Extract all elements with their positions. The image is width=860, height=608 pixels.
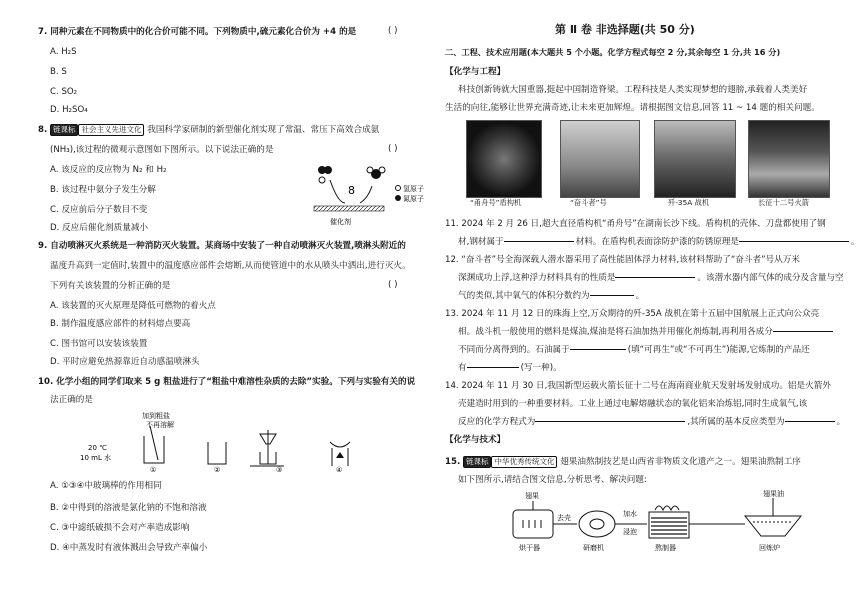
q8-catalyst-diagram: [300, 158, 435, 228]
q13-line1: 13. 2024 年 11 月 12 日的珠海上空,万众期待的歼-35A 战机在第十五届中国航展上正式向公众亮: [445, 309, 820, 319]
q7-option-a: A. H₂S: [50, 47, 77, 57]
q14-line2: 壳建造时用到的一种重要材料。工业上通过电解熔融状态的氧化铝来冶炼铝,同时生成氧气,该: [458, 399, 808, 409]
q11-line2: [458, 236, 860, 248]
fighter-jet-image: [654, 120, 736, 198]
section-title: 第 Ⅱ 卷 非选择题(共 50 分): [555, 23, 695, 36]
q11-text-c: 。: [851, 237, 860, 247]
q13-line4: [458, 362, 562, 374]
q8-option-d: D. 反应后催化剂质量减小: [50, 223, 149, 233]
q9-stem1: 9. 自动喷淋灭火系统是一种消防灭火装置。某商场中安装了一种自动喷淋灭火装置,喷淋头附近的: [38, 241, 406, 251]
q8-badge-topic: 社会主义先进文化: [78, 124, 144, 136]
q14-blank1[interactable]: [535, 421, 685, 422]
q8-number: 8.: [38, 125, 48, 135]
q10-step1: ①: [150, 466, 157, 474]
q10-option-c: C. ③中滤纸破损不会对产率造成影响: [50, 523, 190, 533]
q7-answer-paren: ( ): [388, 26, 398, 36]
q14-line1: 14. 2024 年 11 月 30 日,我国新型运载火箭长征十二号在海南商业航天发射场发射成功。铝是火箭外: [445, 381, 831, 391]
q10-option-d: D. ④中蒸发时有液体溅出会导致产率偏小: [50, 543, 208, 553]
q13-text-e: (写一种)。: [520, 363, 562, 373]
q8-option-c: C. 反应前后分子数目不变: [50, 205, 148, 215]
rocket-image: [748, 120, 830, 198]
q13-text-b: 不同而分离得到的。石油属于: [458, 345, 570, 355]
q10-step3: ③: [276, 466, 283, 474]
q13-line3: [458, 344, 810, 356]
q12-text-b: 。该潜水器内部气体的成分及含量与空: [697, 273, 844, 283]
q13-blank2[interactable]: [570, 349, 626, 350]
flow-oil: 翅果油: [763, 490, 784, 498]
q8-option-a: A. 该反应的反应物为 N₂ 和 H₂: [50, 165, 167, 175]
q8-stem1: 我国科学家研制的新型催化剂实现了常温、常压下高效合成氨: [147, 125, 380, 135]
q13-line2: [458, 326, 835, 338]
q11-blank1[interactable]: [504, 241, 574, 242]
q14-line3: [458, 416, 845, 428]
q11-line1: 11. 2024 年 2 月 26 日,超大直径盾构机“甬舟号”在湖南长沙下线。盾构机的壳体、刀盘都使用了钢: [445, 219, 826, 229]
flow-furnace: 回炼炉: [759, 544, 780, 552]
q11-blank2[interactable]: [739, 241, 849, 242]
q15-text-a: 翅果油熬制技艺是山西省非物质文化遗产之一。翅果油熬制工序: [560, 457, 801, 467]
shield-machine-image: [466, 120, 542, 198]
q13-text-a: 相。战斗机一般使用的燃料是煤油,煤油是将石油加热并用催化剂炼制,再利用各成分: [458, 327, 773, 337]
q7-option-b: B. S: [50, 67, 67, 77]
q12-text-d: 。: [635, 291, 645, 301]
q7-option-d: D. H₂SO₄: [50, 105, 88, 115]
q13-blank1[interactable]: [773, 331, 833, 332]
q10-step4: ④: [336, 466, 343, 474]
flow-peel: 去壳: [557, 514, 571, 522]
q7-stem: 7. 同种元素在不同物质中的化合价可能不同。下列物质中,硫元素化合价为 +4 的是: [38, 27, 357, 37]
tag-chemistry-engineering: 【化学与工程】: [445, 67, 506, 77]
q12-line1: 12. “奋斗者”号全海深载人潜水器采用了高性能固体浮力材料,该材料帮助了“奋斗者”号从万米: [445, 255, 800, 265]
q10-note2: 不再溶解: [146, 421, 174, 429]
caption-fighter-jet: 歼-35A 战机: [668, 198, 710, 207]
part-two-heading: 二、工程、技术应用题(本大题共 5 个小题。化学方程式每空 2 分,其余每空 1 分,共 16 分): [445, 47, 781, 57]
q9-option-a: A. 该装置的灭火原理是降低可燃物的着火点: [50, 301, 216, 311]
q8-stem2: (NH₃),该过程的微观示意图如下图所示。以下说法正确的是: [50, 145, 274, 155]
flow-water: 加水: [623, 510, 637, 518]
flow-boiler: 熬制器: [655, 544, 676, 552]
q10-step2: ②: [214, 466, 221, 474]
q9-answer-paren: ( ): [388, 280, 398, 290]
q12-line3: [458, 290, 644, 302]
q9-option-c: C. 图书馆可以安装该装置: [50, 339, 148, 349]
q14-text-b: ,其所属的基本反应类型为: [687, 417, 785, 427]
q10-temp: 20 ℃: [88, 444, 107, 452]
q12-blank2[interactable]: [590, 295, 634, 296]
q12-text-c: 气的类似,其中氧气的体积分数约为: [458, 291, 590, 301]
q8-legend-nitrogen: 氮原子: [403, 195, 424, 203]
q14-text-c: 。: [836, 417, 846, 427]
q12-line2: [458, 272, 844, 284]
q13-text-c: (填“可再生”或“不可再生”)能源,它炼制的产品还: [627, 345, 810, 355]
q7-option-c: C. SO₂: [50, 87, 78, 97]
tag-chemistry-technology: 【化学与技术】: [445, 435, 506, 445]
q8-legend-hydrogen: 氢原子: [403, 185, 424, 193]
q13-text-d: 有: [458, 363, 467, 373]
q13-blank3[interactable]: [467, 367, 519, 368]
q12-blank1[interactable]: [615, 277, 695, 278]
q9-stem3: 下列有关该装置的分析正确的是: [50, 281, 171, 291]
q14-blank2[interactable]: [785, 421, 835, 422]
q10-stem1: 10. 化学小组的同学们取来 5 g 粗盐进行了“粗盐中难溶性杂质的去除”实验。下列与实验有关的说: [38, 377, 416, 387]
q10-experiment-diagram: [80, 408, 380, 474]
q15-badge-curriculum: 链课标: [463, 456, 492, 468]
q9-stem2: 温度升高到一定值时,装置中的温度感应部件会熔断,从而使管道中的水从喷头中洒出,进行灭火。: [50, 261, 411, 271]
intro-line2: 生活的向往,能够让世界充满奇迹,让未来更加辉煌。请根据图文信息,回答 11 ~ 14 题的相关问题。: [445, 103, 820, 113]
intro-line1: 科技创新铸就大国重器,挺起中国制造脊梁。工程科技是人类实现梦想的翅膀,承载着人类美好: [458, 85, 808, 95]
q10-note1: 加到粗盐: [142, 412, 170, 420]
q8-line1: [38, 124, 379, 136]
flow-fruit: 翅果: [525, 492, 539, 500]
q14-text-a: 反应的化学方程式为: [458, 417, 536, 427]
q15-badge-topic: 中华优秀传统文化: [491, 456, 557, 468]
q10-stem2: 法正确的是: [50, 395, 93, 405]
q15-number: 15.: [445, 457, 461, 467]
q11-text-a: 材,钢材属于: [458, 237, 504, 247]
caption-shield-machine: “甬舟号”盾构机: [470, 198, 522, 207]
q15-process-flow: [505, 488, 835, 556]
q8-badge-curriculum: 链课标: [50, 124, 79, 136]
q11-text-b: 材料。在盾构机表面涂防护漆的防锈原理是: [575, 237, 739, 247]
q8-catalyst-label: 催化剂: [330, 218, 351, 226]
q15-line2: 如下图所示,请结合图文信息,分析思考、解决问题:: [458, 475, 647, 485]
q10-option-a: A. ①③④中玻璃棒的作用相同: [50, 481, 162, 491]
q10-volume: 10 mL 水: [80, 454, 112, 462]
q15-line1: [445, 456, 801, 468]
flow-soak: 浸泡: [623, 528, 637, 536]
q8-option-b: B. 该过程中氨分子发生分解: [50, 185, 156, 195]
caption-submersible: “奋斗者”号: [570, 198, 607, 207]
q8-figure-number: 8: [348, 184, 355, 197]
q8-answer-paren: ( ): [388, 144, 398, 154]
flow-dryer: 烘干器: [519, 544, 540, 552]
q10-option-b: B. ②中得到的溶液是氯化钠的不饱和溶液: [50, 503, 207, 513]
q12-text-a: 深渊成功上浮,这种浮力材料具有的性质是: [458, 273, 616, 283]
q9-option-d: D. 平时应避免热源靠近自动感温喷淋头: [50, 357, 200, 367]
caption-rocket: 长征十二号火箭: [758, 198, 810, 207]
q9-option-b: B. 制作温度感应部件的材料熔点要高: [50, 319, 191, 329]
submersible-image: [560, 120, 640, 198]
flow-mill: 研磨机: [583, 544, 604, 552]
